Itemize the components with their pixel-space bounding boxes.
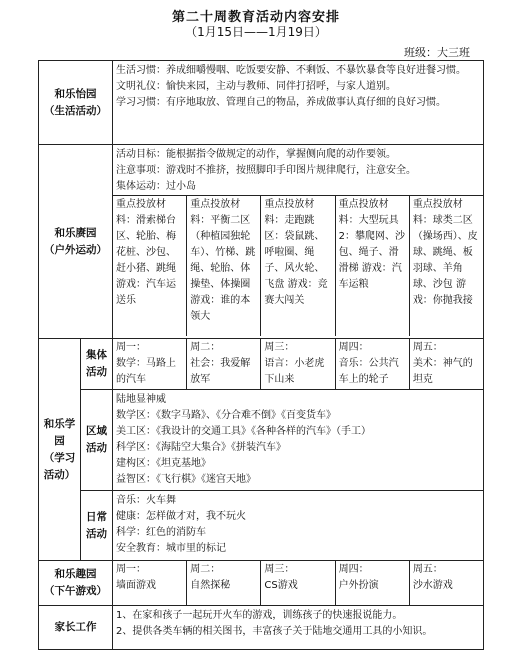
day-label: 周一： [116, 564, 146, 575]
games-day [187, 561, 261, 605]
group-day [336, 339, 410, 389]
daily-activity-header: 日常活动 [81, 491, 113, 561]
day-label: 周四： [338, 564, 369, 575]
parents-content [113, 606, 484, 650]
games-day [113, 561, 187, 605]
group-day [113, 339, 187, 389]
outdoor-column: 重点投放材料：走跑跳区：袋鼠跳、呼啦圈、绳子、风火轮、飞盘 游戏：竞赛大闯关 [261, 196, 335, 336]
life-row [39, 61, 484, 145]
day-content: 数学：马路上的汽车 [116, 358, 176, 385]
life-line: 学习习惯：有序地取放、管理自己的物品，养成做事认真仔细的良好习惯。 [116, 97, 446, 108]
day-content: 墙面游戏 [116, 580, 156, 591]
daily-activity-row [39, 491, 484, 561]
group-day [410, 339, 483, 389]
day-content: 音乐：公共汽车上的轮子 [338, 358, 399, 385]
games-day [336, 561, 410, 605]
day-label: 周五： [412, 342, 443, 353]
parents-line: 1、在家和孩子一起玩开火车的游戏，训练孩子的快速报说能力。 [116, 610, 403, 621]
group-day [187, 339, 261, 389]
games-sub: （下午游戏） [44, 585, 107, 597]
schedule-table [38, 60, 484, 650]
day-label: 周二： [190, 342, 221, 353]
day-content: 户外扮演 [338, 580, 379, 591]
group-activity-days [113, 339, 484, 390]
day-content: 沙水游戏 [412, 580, 453, 591]
day-content: 自然探秘 [190, 580, 231, 591]
outdoor-column: 重点投放材料：平衡二区（种植园独轮车）、竹梯、跳绳、轮胎、体操垫、体操圈 游戏：谁的本领大 [187, 196, 261, 336]
day-label: 周二： [190, 564, 221, 575]
outdoor-header [39, 145, 113, 339]
area-activity-content [113, 390, 484, 491]
day-label: 周三： [264, 342, 295, 353]
area-line: 益智区：《飞行棋》《迷宫天地》 [116, 474, 256, 485]
outdoor-name: 和乐赓园 [54, 226, 97, 239]
area-line: 科学区：《海陆空大集合》《拼装汽车》 [116, 442, 286, 453]
outdoor-column: 重点投放材料：球类二区（操场西）、皮球、跳绳、板羽球、羊角球、沙包 游戏：你抛我接 [412, 199, 478, 306]
study-name: 和乐学园 [43, 417, 76, 447]
games-day [261, 561, 335, 605]
day-label: 周三： [264, 564, 295, 575]
area-activity-row [39, 390, 484, 491]
parents-header: 家长工作 [39, 606, 113, 650]
life-sub: （生活活动） [44, 104, 107, 117]
outdoor-column: 重点投放材料：大型玩具2：攀爬网、沙包、绳子、滑滑梯 游戏：汽车运粮 [336, 196, 410, 336]
day-label: 周四： [338, 342, 369, 353]
group-activity-row [39, 339, 484, 390]
life-header [39, 61, 113, 145]
life-line: 文明礼仪：愉快来园，主动与教师、同伴打招呼，与家人道别。 [116, 81, 396, 92]
daily-line: 音乐：火车舞 [116, 495, 176, 506]
parents-row [39, 606, 484, 650]
day-label: 周五： [412, 564, 443, 575]
page-title: 第二十周教育活动内容安排 [171, 10, 340, 25]
outdoor-sub: （户外运动） [44, 243, 107, 256]
area-line: 美工区：《我设计的交通工具》《各种各样的汽车》（手工） [116, 426, 371, 437]
games-name: 和乐趣园 [54, 568, 97, 580]
area-line: 建构区：《坦克基地》 [116, 458, 211, 469]
games-row [39, 561, 484, 606]
day-label: 周一： [116, 342, 146, 353]
group-activity-header: 集体活动 [81, 339, 113, 390]
games-days [113, 561, 484, 606]
day-content: 语言：小老虎下山来 [264, 358, 325, 385]
day-content: CS游戏 [264, 580, 298, 591]
date-range: （1月15日——1月19日） [185, 25, 327, 39]
daily-activity-content [113, 491, 484, 561]
outdoor-material-columns [113, 195, 483, 336]
daily-line: 健康：怎样做才对，我不玩火 [116, 511, 246, 522]
life-content [113, 61, 484, 145]
class-label: 班级：大三班 [404, 46, 470, 59]
life-line: 生活习惯：养成细嚼慢咽、吃饭要安静、不剩饭、不暴饮暴食等良好进餐习惯。 [116, 65, 466, 76]
outdoor-line: 活动目标：能根据指令做规定的动作，掌握侧向爬的动作要领。 [116, 149, 396, 160]
outdoor-content [113, 145, 484, 339]
day-content: 社会：我爱解放军 [190, 358, 251, 385]
area-line: 数学区：《数字马路》、《分合难不倒》《百变货车》 [116, 410, 336, 421]
daily-line: 科学：红色的消防车 [116, 527, 206, 538]
games-header [39, 561, 113, 606]
area-activity-header: 区域活动 [81, 390, 113, 491]
area-line: 陆地显神威 [116, 394, 166, 405]
life-name: 和乐怡园 [54, 87, 97, 100]
outdoor-column: 重点投放材料：滑索梯台区、轮胎、梅花桩、沙包、赶小猪、跳绳 游戏：汽车运送乐 [113, 196, 187, 336]
outdoor-line: 集体运动：过小岛 [116, 181, 196, 192]
outdoor-line: 注意事项：游戏时不推挤，按照脚印手印图片规律爬行，注意安全。 [116, 165, 416, 176]
games-day [410, 561, 483, 605]
study-header [39, 339, 81, 561]
study-sub: （学习活动） [43, 451, 76, 481]
day-content: 美术：神气的坦克 [412, 358, 473, 385]
daily-line: 安全教育：城市里的标记 [116, 543, 226, 554]
parents-line: 2、提供各类车辆的相关图书，丰富孩子关于陆地交通用工具的小知识。 [116, 626, 433, 637]
outdoor-row [39, 145, 484, 339]
group-day [261, 339, 335, 389]
